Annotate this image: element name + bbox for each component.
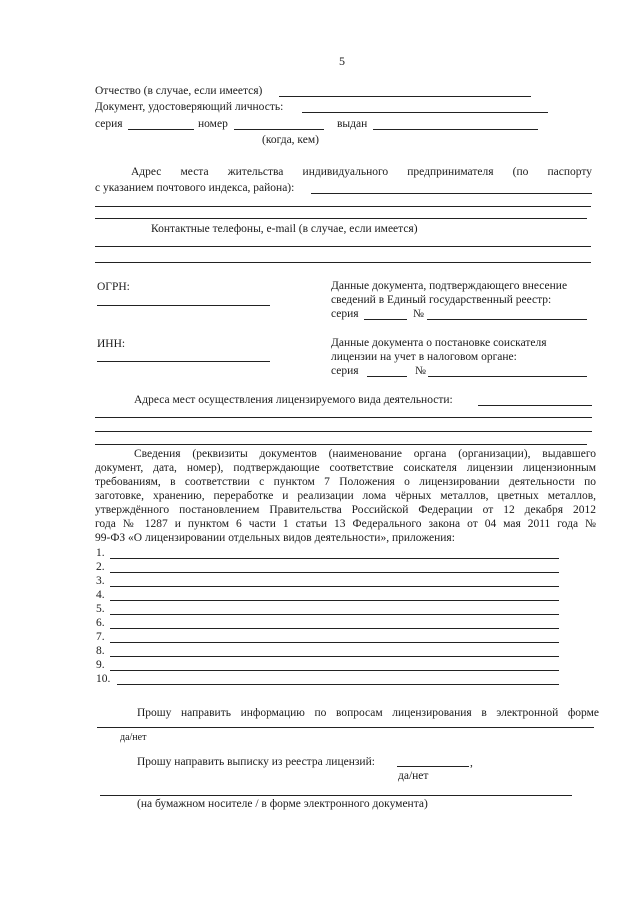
ogrn-doc-line2: сведений в Единый государственный реестр:	[331, 294, 552, 306]
ogrn-series-field[interactable]	[364, 319, 407, 320]
attachment-field-3[interactable]	[110, 586, 559, 587]
info-line-1: Сведения (реквизиты документов (наименование органа (организации), выдавшего	[134, 448, 596, 460]
id-document-field[interactable]	[302, 112, 548, 113]
activity-address-field-3[interactable]	[95, 444, 587, 445]
activity-address-field-1[interactable]	[95, 417, 592, 418]
attachment-field-5[interactable]	[110, 614, 559, 615]
ogrn-label: ОГРН:	[97, 281, 130, 293]
page-number: 5	[339, 54, 345, 68]
attachment-field-7[interactable]	[110, 642, 559, 643]
attachment-number-4: 4.	[96, 589, 105, 601]
yes-no-hint-2: да/нет	[398, 770, 429, 782]
electronic-request-field[interactable]	[97, 727, 594, 728]
id-document-label: Документ, удостоверяющий личность:	[95, 101, 284, 113]
ogrn-number-label: №	[413, 308, 424, 320]
info-line-5: утверждённого постановлением Правительства Российской Федерации от 12 декабря 2012	[95, 504, 596, 516]
attachment-number-2: 2.	[96, 561, 105, 573]
inn-field[interactable]	[97, 361, 270, 362]
series-label: серия	[95, 118, 123, 130]
attachment-number-7: 7.	[96, 631, 105, 643]
yes-no-hint-1: да/нет	[120, 732, 147, 743]
inn-series-label: серия	[331, 365, 359, 377]
attachment-field-6[interactable]	[110, 628, 559, 629]
attachment-number-6: 6.	[96, 617, 105, 629]
electronic-request-label: Прошу направить информацию по вопросам лицензирования в электронной форме	[137, 707, 599, 719]
address-label-line2: с указанием почтового индекса, района):	[95, 182, 295, 194]
info-line-4: заготовке, хранению, переработке и реализации лома чёрных металлов, цветных металлов,	[95, 490, 596, 502]
attachment-field-9[interactable]	[110, 670, 559, 671]
attachment-field-4[interactable]	[110, 600, 559, 601]
patronymic-field[interactable]	[279, 96, 531, 97]
inn-series-field[interactable]	[367, 376, 407, 377]
attachment-number-10: 10.	[96, 673, 111, 685]
inn-number-label: №	[415, 365, 426, 377]
number-label: номер	[198, 118, 228, 130]
issued-label: выдан	[337, 118, 368, 130]
number-field[interactable]	[234, 129, 324, 130]
extract-request-label: Прошу направить выписку из реестра лицензий:	[137, 756, 375, 768]
ogrn-number-field[interactable]	[427, 319, 587, 320]
inn-number-field[interactable]	[428, 376, 587, 377]
address-field-2[interactable]	[95, 206, 591, 207]
attachment-number-8: 8.	[96, 645, 105, 657]
address-label-line1: Адрес места жительства индивидуального предпринимателя (по паспорту	[131, 166, 592, 178]
attachment-field-8[interactable]	[110, 656, 559, 657]
patronymic-label: Отчество (в случае, если имеется)	[95, 85, 263, 97]
info-line-6: года № 1287 и пунктом 6 части 1 статьи 13 Федерального закона от 04 мая 2011 года №	[95, 518, 596, 530]
attachment-field-1[interactable]	[110, 558, 559, 559]
format-field[interactable]	[100, 795, 572, 796]
ogrn-field[interactable]	[97, 305, 270, 306]
ogrn-series-label: серия	[331, 308, 359, 320]
inn-label: ИНН:	[97, 338, 126, 350]
series-field[interactable]	[128, 129, 194, 130]
activity-addresses-label: Адреса мест осуществления лицензируемого вида деятельности:	[134, 394, 453, 406]
format-hint: (на бумажном носителе / в форме электронного документа)	[137, 798, 428, 810]
activity-address-field-2[interactable]	[95, 431, 592, 432]
address-field-1[interactable]	[311, 193, 592, 194]
attachment-number-9: 9.	[96, 659, 105, 671]
contacts-field-1[interactable]	[95, 246, 591, 247]
contacts-field-2[interactable]	[95, 262, 591, 263]
attachment-field-10[interactable]	[117, 684, 559, 685]
extract-request-comma: ,	[470, 757, 473, 769]
attachment-number-1: 1.	[96, 547, 105, 559]
info-line-3: требованиям, в соответствии с пунктом 7 Положения о лицензировании деятельности по	[95, 476, 596, 488]
issued-hint: (когда, кем)	[262, 134, 319, 146]
inn-doc-line1: Данные документа о постановке соискателя	[331, 337, 547, 349]
attachment-number-5: 5.	[96, 603, 105, 615]
extract-request-field[interactable]	[397, 766, 469, 767]
attachment-field-2[interactable]	[110, 572, 559, 573]
attachment-number-3: 3.	[96, 575, 105, 587]
info-line-7: 99-ФЗ «О лицензировании отдельных видов деятельности», приложения:	[95, 532, 455, 544]
ogrn-doc-line1: Данные документа, подтверждающего внесение	[331, 280, 568, 292]
address-field-3[interactable]	[95, 218, 587, 219]
issued-field[interactable]	[373, 129, 538, 130]
inn-doc-line2: лицензии на учет в налоговом органе:	[331, 351, 517, 363]
contacts-label: Контактные телефоны, e-mail (в случае, если имеется)	[151, 223, 418, 235]
info-line-2: документ, дата, номер), подтверждающие соответствие соискателя лицензии лицензионным	[95, 462, 596, 474]
activity-address-field-0[interactable]	[478, 405, 592, 406]
